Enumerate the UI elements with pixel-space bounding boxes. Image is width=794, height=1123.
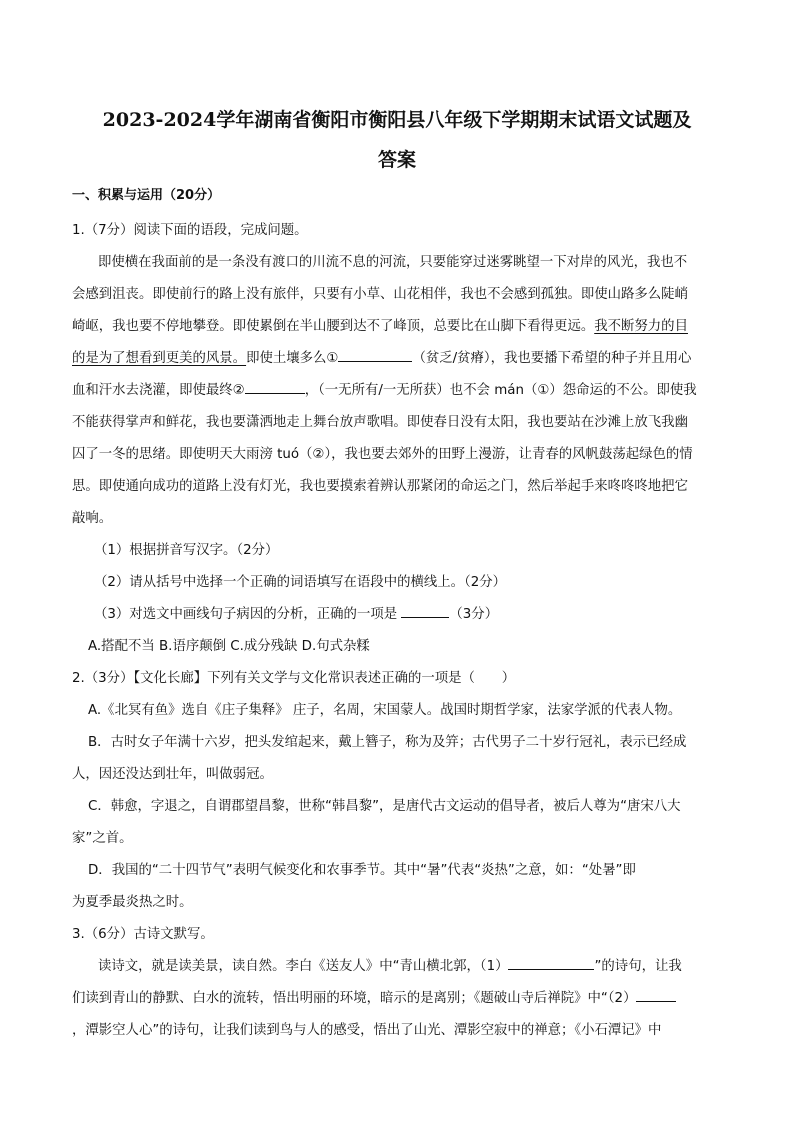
q1-paragraph-line bbox=[72, 347, 722, 366]
text-segment: ”的诗句，让我 bbox=[594, 959, 682, 974]
text-segment: 崎岖，我也要不停地攀登。即使累倒在半山腰到达不了峰顶，总要比在山脚下看得更远。 bbox=[72, 319, 595, 334]
text-segment: 血和汗水去浇灌，即使最终② bbox=[72, 383, 245, 398]
q1-paragraph-line: 敲响。 bbox=[72, 511, 113, 526]
text-segment: 读诗文，就是读美景，读自然。李白《送友人》中“青山横北郭，（1） bbox=[98, 959, 509, 974]
q3-heading: 3.（6分）古诗文默写。 bbox=[72, 927, 214, 942]
fill-blank-poem-1 bbox=[508, 955, 594, 970]
q3-paragraph-line bbox=[72, 987, 722, 1006]
q3-paragraph-line bbox=[98, 955, 748, 974]
q1-paragraph-line: 囚了一冬的思绪。即使明天大雨滂 tuó（②），我也要去郊外的田野上漫游，让青春的风帆鼓荡起绿色的情 bbox=[72, 447, 693, 462]
q1-options: A.搭配不当 B.语序颠倒 C.成分残缺 D.句式杂糅 bbox=[88, 639, 370, 654]
page-title bbox=[60, 100, 734, 180]
q1-heading: 1.（7分）阅读下面的语段，完成问题。 bbox=[72, 223, 308, 238]
fill-blank-2 bbox=[245, 379, 305, 394]
text-segment: 们读到青山的静默、白水的流转，悟出明丽的环境，暗示的是离别；《题破山寺后禅院》中“（2） bbox=[72, 991, 637, 1006]
q1-paragraph-line bbox=[72, 379, 722, 398]
answer-blank bbox=[401, 603, 449, 618]
q1-paragraph-line bbox=[72, 315, 722, 334]
q3-paragraph-line: ，潭影空人心”的诗句，让我们读到鸟与人的感受，悟出了山光、潭影空寂中的禅意；《小石潭记》中 bbox=[72, 1023, 662, 1038]
fill-blank-poem-2 bbox=[636, 987, 676, 1002]
q2-option-c-cont: 家”之首。 bbox=[72, 831, 133, 846]
text-segment: 即使土壤多么① bbox=[246, 351, 339, 366]
q1-subquestion-2: （2）请从括号中选择一个正确的词语填写在语段中的横线上。（2分） bbox=[94, 575, 507, 590]
q2-option-c: C．韩愈，字退之，自谓郡望昌黎，世称“韩昌黎”，是唐代古文运动的倡导者，被后人尊为“唐宋八大 bbox=[88, 799, 681, 814]
title-line-1: 2023-2024学年湖南省衡阳市衡阳县八年级下学期期末试语文试题及 bbox=[102, 109, 692, 131]
q2-option-b: B．古时女子年满十六岁，把头发绾起来，戴上簪子，称为及笄；古代男子二十岁行冠礼，表示已经成 bbox=[88, 735, 687, 750]
text-segment: （贫乏/贫瘠），我也要播下希望的种子并且用心 bbox=[412, 351, 692, 366]
q2-heading: 2.（3分）【文化长廊】下列有关文学与文化常识表述正确的一项是（ ） bbox=[72, 671, 516, 686]
fill-blank-1 bbox=[338, 347, 412, 362]
q2-option-d: D．我国的“二十四节气”表明气候变化和农事季节。其中“暑”代表“炎热”之意，如：“处暑”即 bbox=[88, 863, 636, 878]
section-heading: 一、积累与运用（20分） bbox=[72, 188, 221, 203]
q1-paragraph-line: 即使横在我面前的是一条没有渡口的川流不息的河流，只要能穿过迷雾眺望一下对岸的风光，我也不 bbox=[98, 255, 688, 270]
q1-paragraph-line: 不能获得掌声和鲜花，我也要潇洒地走上舞台放声歌唱。即使春日没有太阳，我也要站在沙滩上放飞我幽 bbox=[72, 415, 688, 430]
text-segment: （3）对选文中画线句子病因的分析，正确的一项是 bbox=[94, 607, 398, 622]
underlined-sentence: 的是为了想看到更美的风景。 bbox=[72, 351, 247, 366]
q2-option-d-cont: 为夏季最炎热之时。 bbox=[72, 895, 193, 910]
q1-paragraph-line: 思。即使通向成功的道路上没有灯光，我也要摸索着辨认那紧闭的命运之门，然后举起手来咚咚咚地把它 bbox=[72, 479, 688, 494]
q1-subquestion-3 bbox=[94, 603, 744, 622]
q1-subquestion-1: （1）根据拼音写汉字。（2分） bbox=[94, 543, 279, 558]
q2-option-a: A.《北冥有鱼》选自《庄子集释》 庄子，名周，宋国蒙人。战国时期哲学家，法家学派的代表人物。 bbox=[88, 703, 682, 718]
q1-paragraph-line: 会感到沮丧。即使前行的路上没有旅伴，只要有小草、山花相伴，我也不会感到孤独。即使山路多么陡峭 bbox=[72, 287, 688, 302]
text-segment: ，（一无所有/一无所获）也不会 mán（①）怨命运的不公。即使我 bbox=[304, 383, 697, 398]
title-line-2: 答案 bbox=[377, 149, 416, 171]
underlined-sentence: 我不断努力的目 bbox=[594, 319, 688, 334]
q2-option-b-cont: 人，因还没达到壮年，叫做弱冠。 bbox=[72, 767, 273, 782]
text-segment: （3分） bbox=[449, 607, 499, 622]
